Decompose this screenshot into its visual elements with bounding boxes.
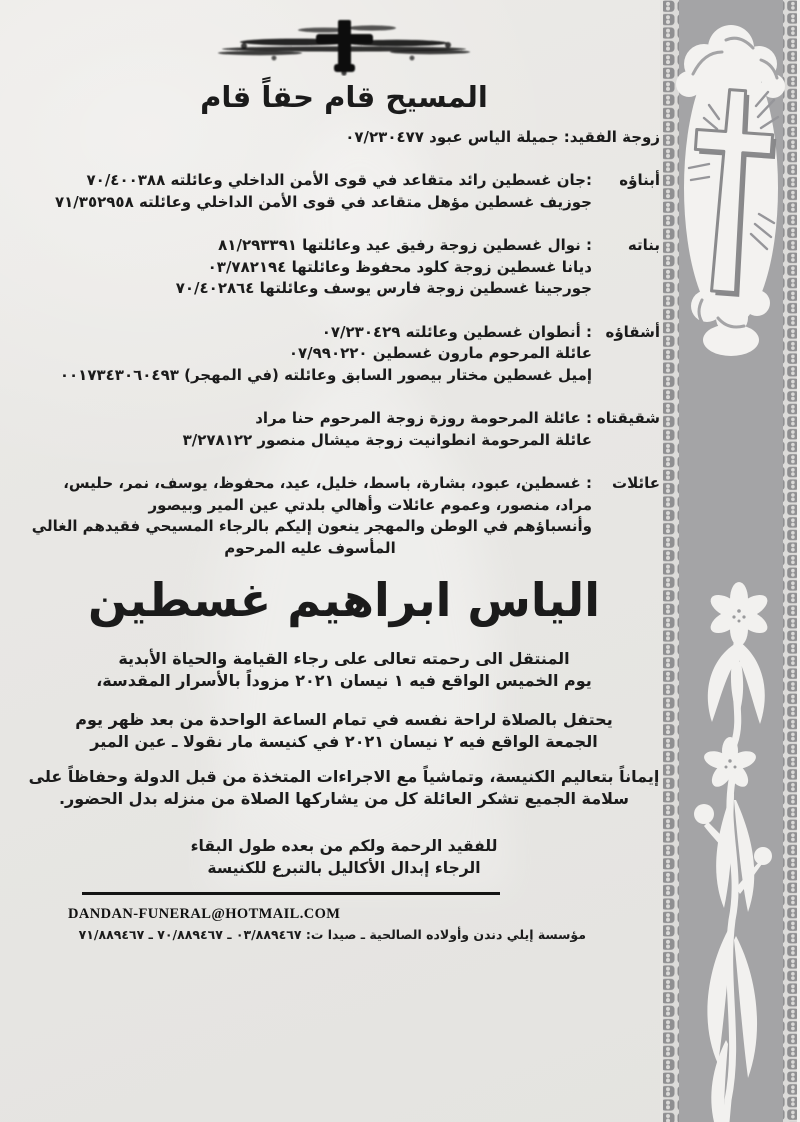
farewell-paragraph [28, 835, 660, 879]
family-line: جوزيف غسطين مؤهل متقاعد في قوى الأمن الداخلي وعائلته ٧١/٣٥٢٩٥٨ [55, 192, 592, 211]
family-line: : أنطوان غسطين وعائلته ٠٧/٢٣٠٤٢٩ [321, 322, 592, 341]
section-label: عائلات [612, 474, 660, 492]
section-label: شقيقتاه [596, 409, 660, 427]
family-line: : عائلة المرحومة روزة زوجة المرحوم حنا مراد [255, 409, 592, 427]
paragraph-line: الرجاء إبدال الأكاليل بالتبرع للكنيسة [207, 859, 481, 877]
prayer-paragraph [28, 709, 660, 753]
family-line: المأسوف عليه المرحوم [224, 538, 396, 557]
family-line: عائلة المرحوم مارون غسطين ٠٧/٩٩٠٢٢٠ [288, 344, 592, 362]
wife-line: زوجة الفقيد: جميلة الياس عبود ٠٧/٢٣٠٤٧٧ [345, 128, 660, 146]
paragraph-line: المنتقل الى رحمته تعالى على رجاء القيامة والحياة الأبدية [118, 649, 570, 668]
family-line: : غسطين، عبود، بشارة، باسط، خليل، عيد، محفوظ، يوسف، نمر، حليس، [63, 474, 592, 492]
radiant-cross-icon [676, 25, 785, 356]
paragraph-line: يحتفل بالصلاة لراحة نفسه في تمام الساعة الواحدة من بعد ظهر يوم [75, 710, 613, 729]
section-label: أشقاؤه [605, 322, 660, 341]
announcement-body [28, 0, 660, 943]
deceased-name: الياس ابراهيم غسطين [88, 573, 600, 627]
section-sisters [28, 408, 660, 451]
family-line: :جان غسطين رائد متقاعد في قوى الأمن الداخلي وعائلته ٧٠/٤٠٠٣٨٨ [86, 171, 592, 189]
section-label: أبناؤه [619, 171, 660, 189]
family-line: ديانا غسطين زوجة كلود محفوظ وعائلتها ٠٣/٧٨٢١٩٤ [207, 257, 592, 276]
covid-paragraph [28, 766, 660, 810]
paragraph-line: للفقيد الرحمة ولكم من بعده طول البقاء [190, 837, 498, 855]
family-line: جورجينا غسطين زوجة فارس يوسف وعائلتها ٧٠/٤٠٢٨٦٤ [175, 279, 592, 297]
paragraph-line: سلامة الجميع تشكر العائلة كل من يشاركها الصلاة من منزله بدل الحضور. [58, 789, 630, 808]
section-brothers [28, 322, 660, 387]
funeral-email: DANDAN-FUNERAL@HOTMAIL.COM [68, 906, 341, 922]
ornamental-border [660, 0, 800, 1122]
family-line: مراد، منصور، وعموم عائلات وأهالي بلدتي عين المير وبيصور [148, 495, 592, 514]
family-line: عائلة المرحومة انطوانيت زوجة ميشال منصور ٣/٢٧٨١٢٢ [182, 430, 592, 449]
section-daughters [28, 235, 660, 300]
family-line: إميل غسطين مختار بيصور السابق وعائلته (في المهجر) ٠٠١٧٣٤٣٠٦٠٤٩٣ [59, 365, 592, 384]
family-line: وأنسباؤهم في الوطن والمهجر ينعون إليكم بالرجاء المسيحي فقيدهم الغالي [31, 517, 592, 535]
section-label: بناته [627, 236, 660, 254]
paragraph-line: إيماناً بتعاليم الكنيسة، وتماشياً مع الاجراءات المتخذة من قبل الدولة وحفاظاً على [28, 767, 660, 786]
family-line: : نوال غسطين زوجة رفيق عيد وعائلتها ٨١/٢٩٣٣٩١ [218, 236, 592, 254]
ink-cross-icon [204, 18, 484, 76]
funeral-agency-line: مؤسسة إيلي دندن وأولاده الصالحية ـ صيدا ت: ٠٣/٨٨٩٤٦٧ ـ ٧٠/٨٨٩٤٦٧ ـ ٧١/٨٨٩٤٦٧ [78, 927, 586, 942]
resurrection-header: المسيح قام حقاً قام [200, 80, 488, 114]
separator-line [82, 892, 500, 895]
passing-paragraph [28, 648, 660, 692]
paragraph-line: الجمعة الواقع فيه ٢ نيسان ٢٠٢١ في كنيسة مار نقولا ـ عين المير [90, 732, 598, 751]
paragraph-line: يوم الخميس الواقع فيه ١ نيسان ٢٠٢١ مزوداً بالأسرار المقدسة، [96, 671, 592, 690]
section-sons [28, 170, 660, 213]
section-families [28, 473, 660, 559]
